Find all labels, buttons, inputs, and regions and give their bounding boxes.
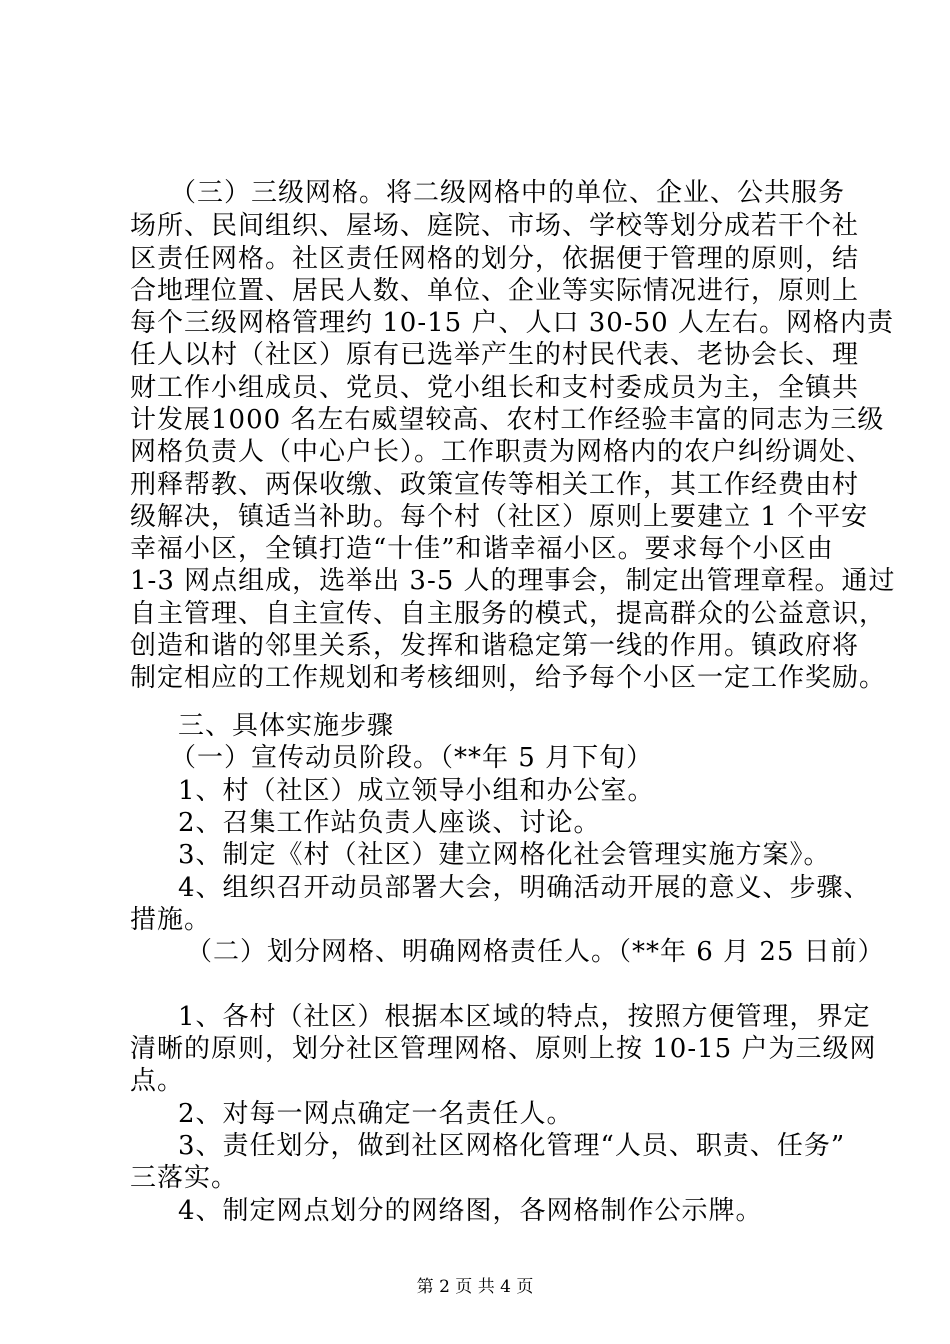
page-number-footer: 第 2 页 共 4 页 (416, 1277, 534, 1297)
paragraph-line: 自主管理、自主宣传、自主服务的模式，提高群众的公益意识， (130, 599, 887, 629)
paragraph-line: 制定相应的工作规划和考核细则，给予每个小区一定工作奖励。 (130, 663, 887, 693)
paragraph-line: 任人以村（社区）原有已选举产生的村民代表、老协会长、理 (130, 340, 860, 370)
list-item-continuation: 清晰的原则，划分社区管理网格、原则上按 10-15 户为三级网 (130, 1034, 877, 1064)
paragraph-line: 区责任网格。社区责任网格的划分，依据便于管理的原则，结 (130, 244, 860, 274)
list-item: 3、责任划分，做到社区网格化管理“人员、职责、任务” (178, 1131, 846, 1161)
paragraph-line: 刑释帮教、两保收缴、政策宣传等相关工作，其工作经费由村 (130, 470, 860, 500)
paragraph-line: 场所、民间组织、屋场、庭院、市场、学校等划分成若干个社 (130, 211, 860, 241)
paragraph-line: 1-3 网点组成，选举出 3-5 人的理事会，制定出管理章程。通过 (130, 566, 896, 596)
paragraph-line: 网格负责人（中心户长）。工作职责为网格内的农户纠纷调处、 (130, 437, 874, 467)
list-item: 2、召集工作站负责人座谈、讨论。 (178, 808, 601, 838)
list-item-continuation: 措施。 (130, 905, 212, 935)
paragraph-line: 合地理位置、居民人数、单位、企业等实际情况进行，原则上 (130, 276, 860, 306)
list-item: 4、组织召开动员部署大会，明确活动开展的意义、步骤、 (178, 873, 871, 903)
paragraph-line: （三）三级网格。将二级网格中的单位、企业、公共服务 (170, 178, 846, 208)
paragraph-line: 创造和谐的邻里关系，发挥和谐稳定第一线的作用。镇政府将 (130, 631, 860, 661)
subsection-heading: （一）宣传动员阶段。（**年 5 月下旬） (170, 743, 654, 773)
subsection-heading: （二）划分网格、明确网格责任人。（**年 6 月 25 日前） (186, 937, 885, 967)
paragraph-line: 计发展1000 名左右威望较高、农村工作经验丰富的同志为三级 (130, 405, 885, 435)
list-item-continuation: 点。 (130, 1066, 185, 1096)
list-item: 1、村（社区）成立领导小组和办公室。 (178, 776, 655, 806)
paragraph-line: 级解决，镇适当补助。每个村（社区）原则上要建立 1 个平安 (130, 502, 869, 532)
paragraph-line: 每个三级网格管理约 10-15 户、人口 30-50 人左右。网格内责 (130, 308, 894, 338)
paragraph-line: 幸福小区，全镇打造“十佳”和谐幸福小区。要求每个小区由 (130, 534, 834, 564)
list-item: 1、各村（社区）根据本区域的特点，按照方便管理，界定 (178, 1002, 871, 1032)
list-item: 4、制定网点划分的网络图，各网格制作公示牌。 (178, 1196, 763, 1226)
list-item: 2、对每一网点确定一名责任人。 (178, 1099, 574, 1129)
paragraph-line: 财工作小组成员、党员、党小组长和支村委成员为主，全镇共 (130, 373, 860, 403)
list-item-continuation: 三落实。 (130, 1163, 239, 1193)
list-item: 3、制定《村（社区）建立网格化社会管理实施方案》。 (178, 840, 831, 870)
section-heading: 三、具体实施步骤 (178, 711, 395, 741)
